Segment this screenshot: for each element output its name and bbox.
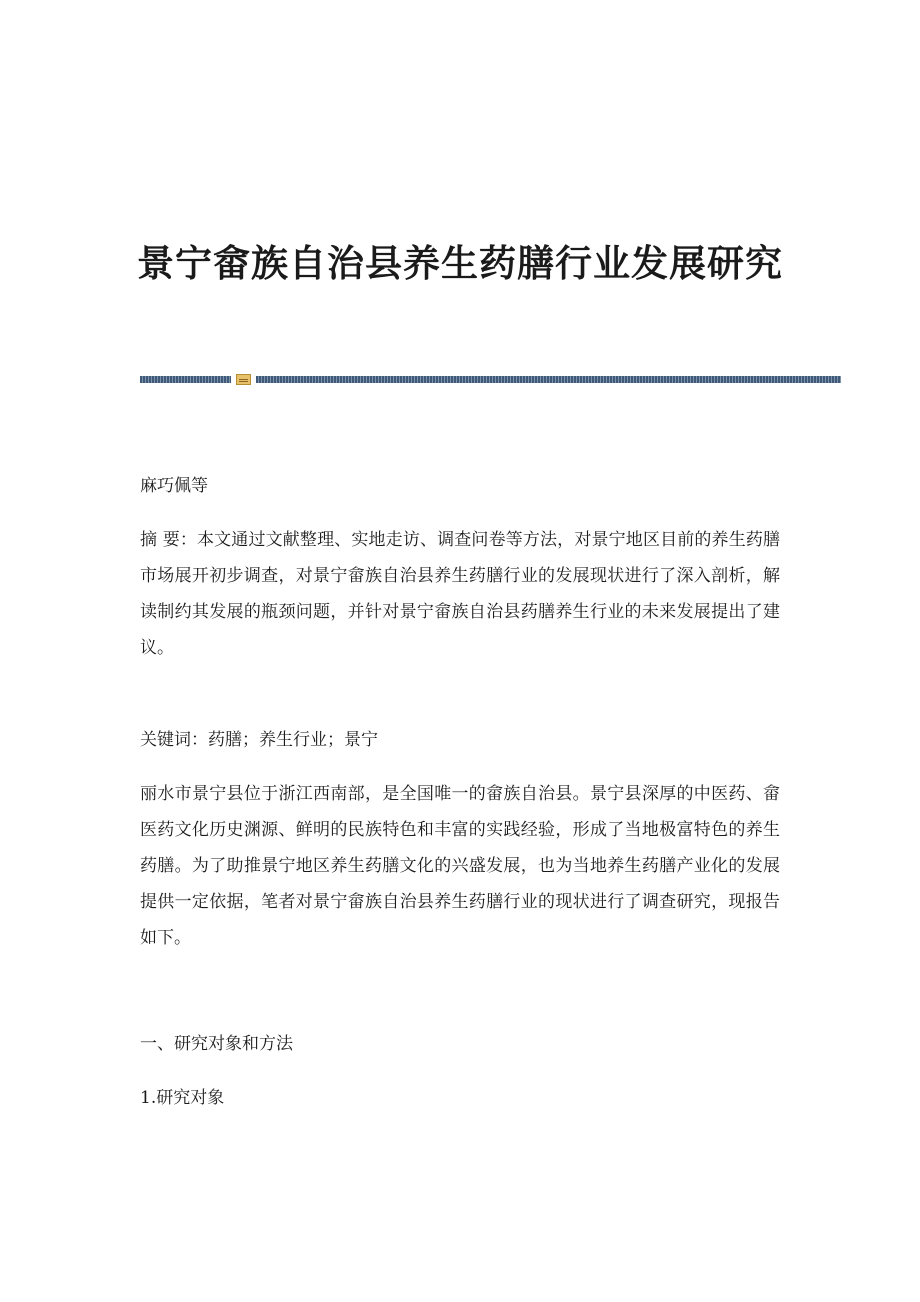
keywords-line: 关键词：药膳；养生行业；景宁 xyxy=(140,730,378,750)
document-title: 景宁畲族自治县养生药膳行业发展研究 xyxy=(137,240,783,285)
section-heading-1: 一、研究对象和方法 xyxy=(140,1034,293,1054)
subsection-heading-1-1: 1.研究对象 xyxy=(140,1088,225,1108)
intro-paragraph: 丽水市景宁县位于浙江西南部，是全国唯一的畲族自治县。景宁县深厚的中医药、畲医药文化历史渊源、鲜明的民族特色和丰富的实践经验，形成了当地极富特色的养生药膳。为了助推景宁地区养生药膳文化的兴盛发展，也为当地养生药膳产业化的发展提供一定依据，笔者对景宁畲族自治县养生药膳行业的现状进行了调查研究，现报告如下。 xyxy=(140,784,780,948)
divider-ornament-icon xyxy=(236,374,251,385)
divider-bar-left xyxy=(140,376,231,383)
divider-bar-right xyxy=(256,376,841,383)
author-line: 麻巧佩等 xyxy=(140,476,208,496)
abstract-paragraph: 摘 要：本文通过文献整理、实地走访、调查问卷等方法，对景宁地区目前的养生药膳市场展开初步调查，对景宁畲族自治县养生药膳行业的发展现状进行了深入剖析，解读制约其发展的瓶颈问题，并针对景宁畲族自治县药膳养生行业的未来发展提出了建议。 xyxy=(140,530,780,658)
title-divider xyxy=(140,374,841,385)
